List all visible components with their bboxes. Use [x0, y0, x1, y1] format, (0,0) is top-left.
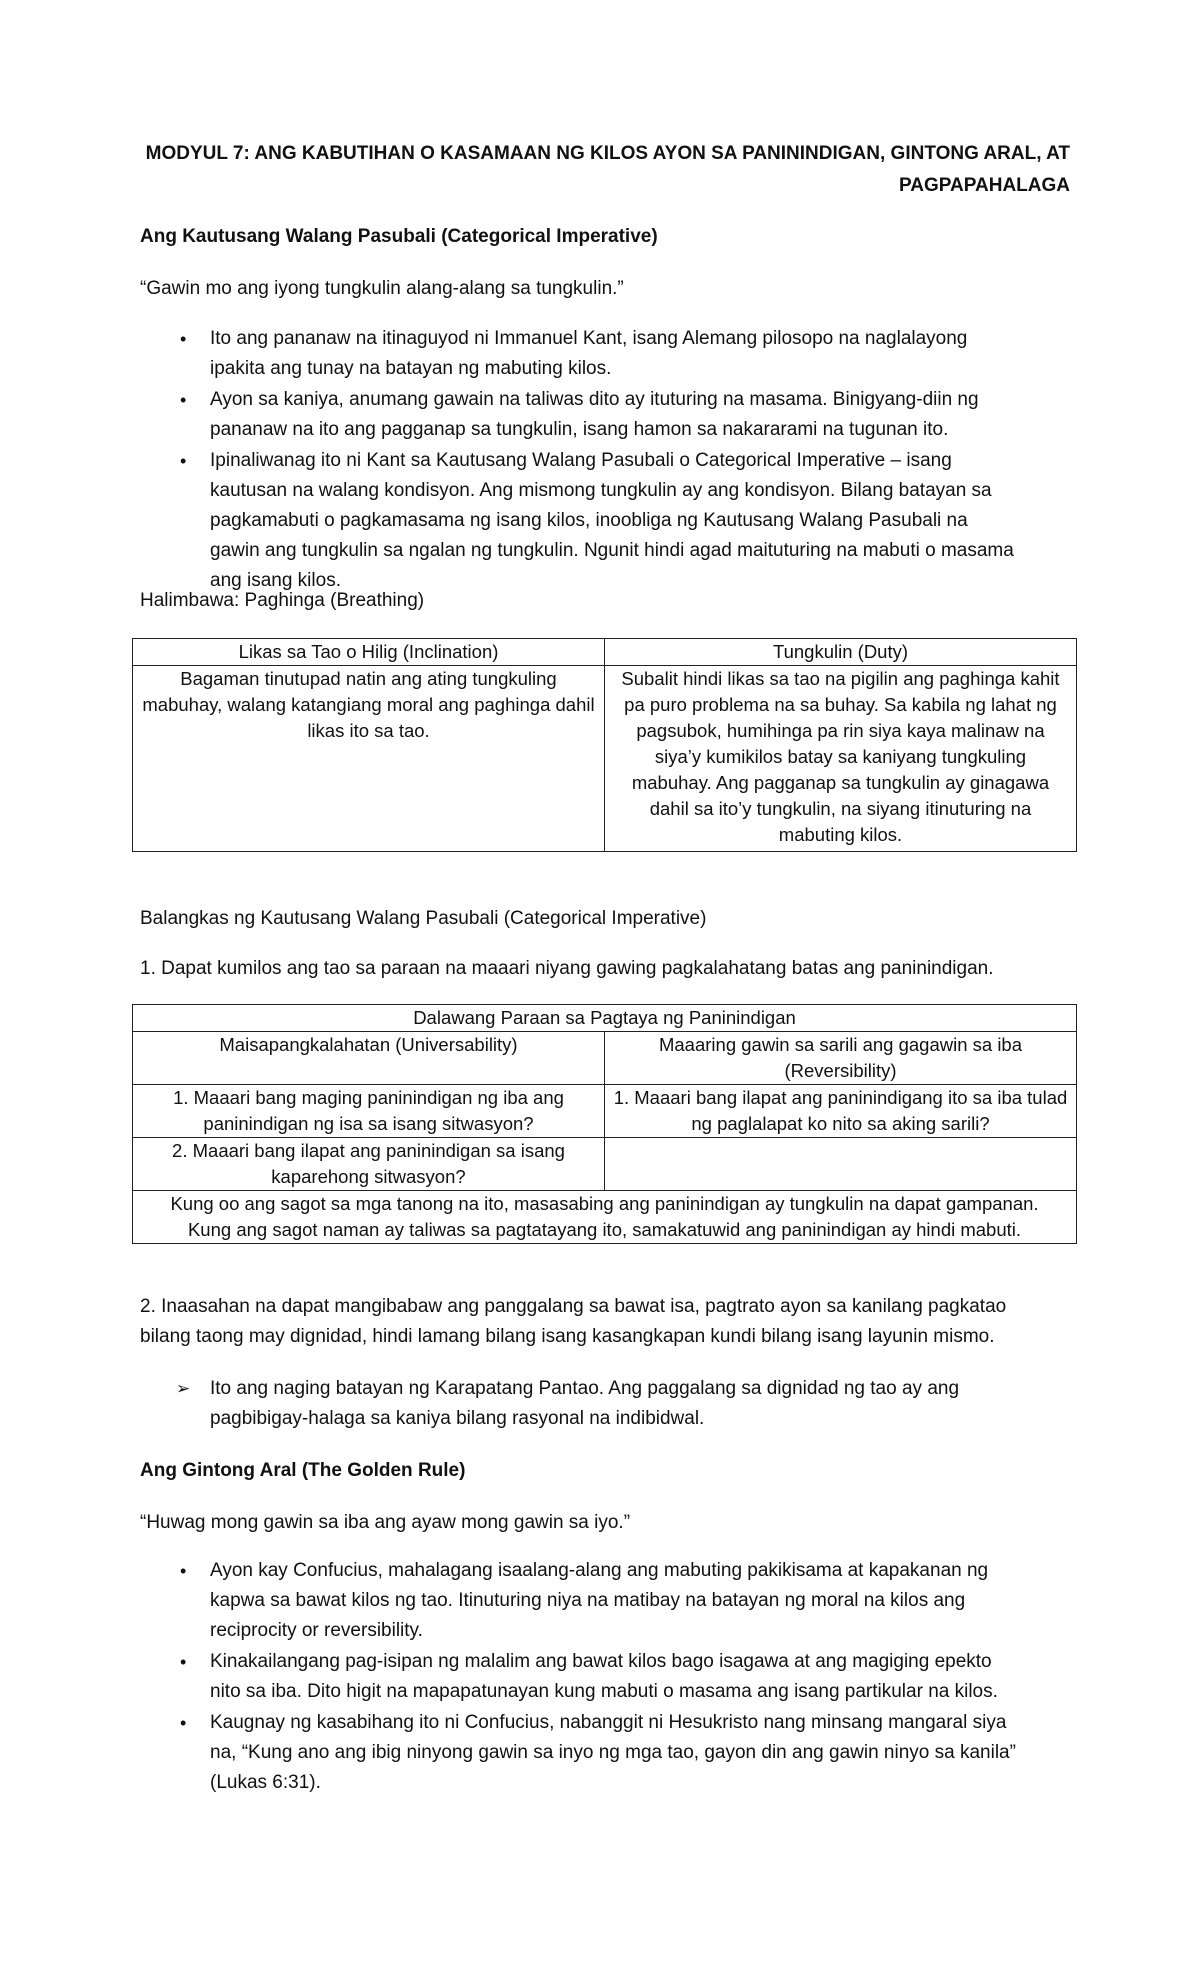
- golden-rule-bullet-list: [140, 1556, 1020, 1799]
- table-footer-line1: Kung oo ang sagot sa mga tanong na ito, masasabing ang paninindigan ay tungkulin na dapat gampanan.: [170, 1193, 1039, 1214]
- list-item: • Ito ang pananaw na itinaguyod ni Immanuel Kant, isang Alemang pilosopo na naglalayong ipakita ang tunay na batayan ng mabuting kilos.: [140, 324, 1020, 384]
- table-cell-inclination: Bagaman tinutupad natin ang ating tungkuling mabuhay, walang katangiang moral ang paghinga dahil likas ito sa tao.: [133, 666, 605, 852]
- kant-bullet-list: [140, 324, 1020, 597]
- list-item: • Ayon kay Confucius, mahalagang isaalang-alang ang mabuting pakikisama at kapakanan ng kapwa sa bawat kilos ng tao. Itinuturing niya na matibay na batayan ng moral na kilos ang reciprocity or reversibility.: [140, 1556, 1020, 1646]
- table-cell-universability-q2: 2. Maaari bang ilapat ang paninindigan sa isang kaparehong sitwasyon?: [133, 1138, 605, 1191]
- assessment-table: [132, 1004, 1068, 1244]
- list-item: • Kinakailangang pag-isipan ng malalim ang bawat kilos bago isagawa at ang magiging epekto nito sa iba. Dito higit na mapapatunayan kung mabuti o masama ang isang partikular na kilos.: [140, 1647, 1020, 1707]
- kant-quote: “Gawin mo ang iyong tungkulin alang-alang sa tungkulin.”: [140, 278, 624, 299]
- table-header-universability: Maisapangkalahatan (Universability): [133, 1032, 605, 1085]
- list-item: • Kaugnay ng kasabihang ito ni Confucius, nabanggit ni Hesukristo nang minsang mangaral siya na, “Kung ano ang ibig ninyong gawin sa inyo ng mga tao, gayon din ang gawin ninyo sa kanila” (Lukas 6:31).: [140, 1708, 1020, 1798]
- module-title-line1: MODYUL 7: ANG KABUTIHAN O KASAMAAN NG KILOS AYON SA PANININDIGAN, GINTONG ARAL, AT: [145, 143, 1070, 164]
- table-header-reversibility: Maaaring gawin sa sarili ang gagawin sa iba (Reversibility): [605, 1032, 1077, 1085]
- golden-rule-quote: “Huwag mong gawin sa iba ang ayaw mong gawin sa iyo.”: [140, 1512, 631, 1533]
- table-title: Dalawang Paraan sa Pagtaya ng Paninindigan: [133, 1005, 1077, 1032]
- table-cell-universability-q1: 1. Maaari bang maging paninindigan ng iba ang paninindigan ng isa sa isang sitwasyon?: [133, 1085, 605, 1138]
- table-cell-duty: Subalit hindi likas sa tao na pigilin ang paghinga kahit pa puro problema na sa buhay. Sa kabila ng lahat ng pagsubok, humihinga pa rin siya kaya malinaw na siya’y kumikilos batay sa kaniyang tungkuling mabuhay. Ang pagganap sa tungkulin ay ginagawa dahil sa ito’y tungkulin, na siyang itinuturing na mabuting kilos.: [605, 666, 1077, 852]
- structure-point-2: 2. Inaasahan na dapat mangibabaw ang panggalang sa bawat isa, pagtrato ayon sa kanilang pagkatao bilang taong may dignidad, hindi lamang bilang isang kasangkapan kundi bilang isang layunin mismo.: [140, 1296, 1007, 1347]
- breathing-table: [132, 638, 1062, 852]
- table-footer-line2: Kung ang sagot naman ay taliwas sa pagtatayang ito, samakatuwid ang paninindigan ay hindi mabuti.: [187, 1219, 1022, 1240]
- module-title: [140, 138, 1070, 202]
- section-heading-categorical: Ang Kautusang Walang Pasubali (Categorical Imperative): [140, 226, 658, 247]
- table-cell-reversibility-q1: 1. Maaari bang ilapat ang paninindigang ito sa iba tulad ng paglalapat ko nito sa aking sarili?: [605, 1085, 1077, 1138]
- list-item: • Ipinaliwanag ito ni Kant sa Kautusang Walang Pasubali o Categorical Imperative – isang kautusan na walang kondisyon. Ang mismong tungkulin ay ang kondisyon. Bilang batayan sa pagkamabuti o pagkamasama ng isang kilos, inoobliga ng Kautusang Walang Pasubali na gawin ang tungkulin sa ngalan ng tungkulin. Ngunit hindi agad maituturing na mabuti o masama ang isang kilos.: [140, 446, 1020, 596]
- list-item: ➢ Ito ang naging batayan ng Karapatang Pantao. Ang paggalang sa dignidad ng tao ay ang pagbibigay-halaga sa kaniya bilang rasyonal na indibidwal.: [140, 1374, 1020, 1434]
- table-header-inclination: Likas sa Tao o Hilig (Inclination): [133, 639, 605, 666]
- table-header-duty: Tungkulin (Duty): [605, 639, 1077, 666]
- table-cell-empty: [605, 1138, 1077, 1191]
- structure-point-1: 1. Dapat kumilos ang tao sa paraan na maaari niyang gawing pagkalahatang batas ang paninindigan.: [140, 958, 994, 979]
- module-title-line2: PAGPAPAHALAGA: [899, 175, 1070, 196]
- example-label: Halimbawa: Paghinga (Breathing): [140, 590, 425, 611]
- table-footer: [133, 1191, 1077, 1244]
- list-item: • Ayon sa kaniya, anumang gawain na taliwas dito ay ituturing na masama. Binigyang-diin ng pananaw na ito ang pagganap sa tungkulin, isang hamon sa nakararami na tugunan ito.: [140, 385, 1020, 445]
- structure-heading: Balangkas ng Kautusang Walang Pasubali (Categorical Imperative): [140, 908, 707, 929]
- human-rights-list: [140, 1374, 1020, 1435]
- section-heading-golden-rule: Ang Gintong Aral (The Golden Rule): [140, 1460, 466, 1481]
